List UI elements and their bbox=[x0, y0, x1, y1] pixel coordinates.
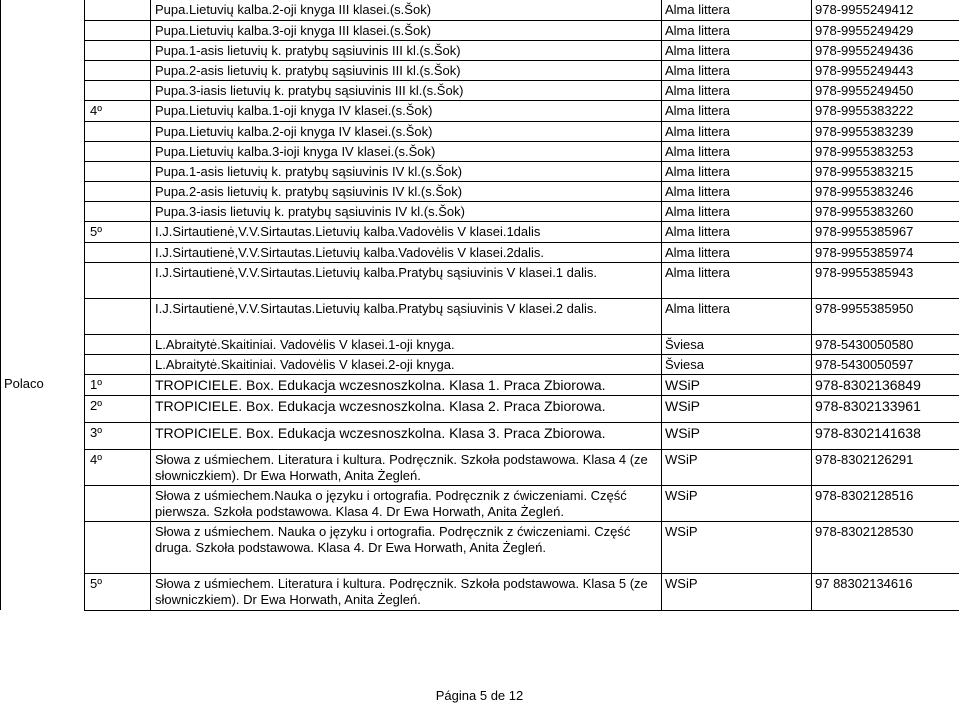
publisher-cell: Šviesa bbox=[662, 334, 812, 354]
title-cell: Słowa z uśmiechem. Literatura i kultura. Podręcznik. Szkoła podstawowa. Klasa 4 (ze słowniczkiem). Dr Ewa Horwath, Anita Żegleń. bbox=[151, 449, 662, 485]
table-row bbox=[1, 449, 959, 485]
page-number: Página 5 de 12 bbox=[435, 688, 524, 703]
grade-cell: 4º bbox=[85, 100, 151, 121]
language-cell bbox=[1, 449, 85, 485]
title-cell: L.Abraitytė.Skaitiniai. Vadovėlis V klasei.2-oji knyga. bbox=[151, 354, 662, 374]
table-row bbox=[1, 161, 959, 181]
table-row bbox=[1, 60, 959, 80]
title-cell: Słowa z uśmiechem. Literatura i kultura. Podręcznik. Szkoła podstawowa. Klasa 5 (ze słowniczkiem). Dr Ewa Horwath, Anita Żegleń. bbox=[151, 573, 662, 610]
title-cell: Pupa.Lietuvių kalba.3-ioji knyga IV klasei.(s.Šok) bbox=[151, 141, 662, 161]
grade-cell bbox=[85, 485, 151, 521]
language-cell bbox=[1, 100, 85, 121]
isbn-cell: 978-8302133961 bbox=[812, 395, 959, 422]
isbn-cell: 978-9955385943 bbox=[812, 262, 959, 298]
language-cell bbox=[1, 485, 85, 521]
language-cell bbox=[1, 354, 85, 374]
language-cell bbox=[1, 80, 85, 100]
grade-cell bbox=[85, 161, 151, 181]
grade-cell bbox=[85, 298, 151, 334]
table-row bbox=[1, 100, 959, 121]
grade-cell bbox=[85, 242, 151, 262]
title-cell: Słowa z uśmiechem.Nauka o języku i ortografia. Podręcznik z ćwiczeniami. Część pierwsza. Szkoła podstawowa. Klasa 4. Dr Ewa Horwath, Anita Żegleń. bbox=[151, 485, 662, 521]
table-row bbox=[1, 262, 959, 298]
grade-cell bbox=[85, 60, 151, 80]
table-row bbox=[1, 242, 959, 262]
isbn-cell: 978-9955385950 bbox=[812, 298, 959, 334]
publisher-cell: WSiP bbox=[662, 395, 812, 422]
table-row bbox=[1, 395, 959, 422]
publisher-cell: Alma littera bbox=[662, 60, 812, 80]
table-row bbox=[1, 20, 959, 40]
grade-cell bbox=[85, 181, 151, 201]
grade-cell bbox=[85, 20, 151, 40]
isbn-cell: 978-9955385967 bbox=[812, 221, 959, 242]
table-row bbox=[1, 334, 959, 354]
language-cell bbox=[1, 573, 85, 610]
language-cell bbox=[1, 141, 85, 161]
title-cell: I.J.Sirtautienė,V.V.Sirtautas.Lietuvių kalba.Vadovėlis V klasei.2dalis. bbox=[151, 242, 662, 262]
title-cell: Pupa.2-asis lietuvių k. pratybų sąsiuvinis III kl.(s.Šok) bbox=[151, 60, 662, 80]
isbn-cell: 978-9955385974 bbox=[812, 242, 959, 262]
title-cell: I.J.Sirtautienė,V.V.Sirtautas.Lietuvių kalba.Pratybų sąsiuvinis V klasei.1 dalis. bbox=[151, 262, 662, 298]
publisher-cell: WSiP bbox=[662, 573, 812, 610]
publisher-cell: WSiP bbox=[662, 449, 812, 485]
table-row bbox=[1, 80, 959, 100]
publisher-cell: WSiP bbox=[662, 422, 812, 449]
language-cell bbox=[1, 395, 85, 422]
language-cell bbox=[1, 422, 85, 449]
title-cell: Pupa.3-iasis lietuvių k. pratybų sąsiuvinis IV kl.(s.Šok) bbox=[151, 201, 662, 221]
isbn-cell: 978-9955383246 bbox=[812, 181, 959, 201]
isbn-cell: 978-9955383253 bbox=[812, 141, 959, 161]
publisher-cell: Alma littera bbox=[662, 221, 812, 242]
title-cell: Pupa.Lietuvių kalba.1-oji knyga IV klasei.(s.Šok) bbox=[151, 100, 662, 121]
publisher-cell: Alma littera bbox=[662, 100, 812, 121]
grade-cell bbox=[85, 80, 151, 100]
title-cell: Pupa.Lietuvių kalba.2-oji knyga III klasei.(s.Šok) bbox=[151, 0, 662, 20]
table-row bbox=[1, 573, 959, 610]
book-list-body bbox=[1, 0, 959, 610]
title-cell: TROPICIELE. Box. Edukacja wczesnoszkolna. Klasa 2. Praca Zbiorowa. bbox=[151, 395, 662, 422]
isbn-cell: 978-9955249443 bbox=[812, 60, 959, 80]
language-cell bbox=[1, 221, 85, 242]
language-cell bbox=[1, 201, 85, 221]
isbn-cell: 978-5430050580 bbox=[812, 334, 959, 354]
language-cell bbox=[1, 181, 85, 201]
grade-cell bbox=[85, 334, 151, 354]
grade-cell bbox=[85, 354, 151, 374]
grade-cell bbox=[85, 262, 151, 298]
table-row bbox=[1, 141, 959, 161]
publisher-cell: Alma littera bbox=[662, 161, 812, 181]
language-cell: Polaco bbox=[1, 374, 85, 395]
isbn-cell: 978-8302136849 bbox=[812, 374, 959, 395]
table-row bbox=[1, 40, 959, 60]
language-cell bbox=[1, 20, 85, 40]
isbn-cell: 978-9955383260 bbox=[812, 201, 959, 221]
title-cell: TROPICIELE. Box. Edukacja wczesnoszkolna. Klasa 3. Praca Zbiorowa. bbox=[151, 422, 662, 449]
table-row bbox=[1, 201, 959, 221]
title-cell: Pupa.1-asis lietuvių k. pratybų sąsiuvinis III kl.(s.Šok) bbox=[151, 40, 662, 60]
title-cell: Słowa z uśmiechem. Nauka o języku i ortografia. Podręcznik z ćwiczeniami. Część druga. Szkoła podstawowa. Klasa 4. Dr Ewa Horwath, Anita Żegleń. bbox=[151, 521, 662, 573]
grade-cell bbox=[85, 121, 151, 141]
publisher-cell: Alma littera bbox=[662, 40, 812, 60]
publisher-cell: Alma littera bbox=[662, 0, 812, 20]
title-cell: Pupa.2-asis lietuvių k. pratybų sąsiuvinis IV kl.(s.Šok) bbox=[151, 181, 662, 201]
grade-cell bbox=[85, 40, 151, 60]
language-cell bbox=[1, 298, 85, 334]
title-cell: TROPICIELE. Box. Edukacja wczesnoszkolna. Klasa 1. Praca Zbiorowa. bbox=[151, 374, 662, 395]
table-row bbox=[1, 221, 959, 242]
language-cell bbox=[1, 121, 85, 141]
isbn-cell: 978-9955249436 bbox=[812, 40, 959, 60]
isbn-cell: 97 88302134616 bbox=[812, 573, 959, 610]
table-row bbox=[1, 121, 959, 141]
publisher-cell: WSiP bbox=[662, 374, 812, 395]
isbn-cell: 978-9955249450 bbox=[812, 80, 959, 100]
table-row bbox=[1, 521, 959, 573]
grade-cell: 3º bbox=[85, 422, 151, 449]
isbn-cell: 978-9955383239 bbox=[812, 121, 959, 141]
grade-cell bbox=[85, 521, 151, 573]
grade-cell: 2º bbox=[85, 395, 151, 422]
language-cell bbox=[1, 262, 85, 298]
isbn-cell: 978-9955383222 bbox=[812, 100, 959, 121]
publisher-cell: Alma littera bbox=[662, 242, 812, 262]
grade-cell bbox=[85, 141, 151, 161]
publisher-cell: Alma littera bbox=[662, 262, 812, 298]
isbn-cell: 978-8302128516 bbox=[812, 485, 959, 521]
publisher-cell: WSiP bbox=[662, 521, 812, 573]
grade-cell bbox=[85, 0, 151, 20]
language-cell bbox=[1, 242, 85, 262]
table-row bbox=[1, 298, 959, 334]
publisher-cell: Alma littera bbox=[662, 141, 812, 161]
publisher-cell: Alma littera bbox=[662, 181, 812, 201]
language-cell bbox=[1, 334, 85, 354]
isbn-cell: 978-8302128530 bbox=[812, 521, 959, 573]
table-row bbox=[1, 354, 959, 374]
title-cell: Pupa.Lietuvių kalba.3-oji knyga III klasei.(s.Šok) bbox=[151, 20, 662, 40]
title-cell: L.Abraitytė.Skaitiniai. Vadovėlis V klasei.1-oji knyga. bbox=[151, 334, 662, 354]
isbn-cell: 978-9955249412 bbox=[812, 0, 959, 20]
grade-cell: 5º bbox=[85, 573, 151, 610]
table-row bbox=[1, 0, 959, 20]
table-row bbox=[1, 374, 959, 395]
grade-cell: 1º bbox=[85, 374, 151, 395]
isbn-cell: 978-9955383215 bbox=[812, 161, 959, 181]
language-cell bbox=[1, 60, 85, 80]
publisher-cell: Alma littera bbox=[662, 20, 812, 40]
table-row bbox=[1, 485, 959, 521]
publisher-cell: WSiP bbox=[662, 485, 812, 521]
language-cell bbox=[1, 0, 85, 20]
title-cell: Pupa.3-iasis lietuvių k. pratybų sąsiuvinis III kl.(s.Šok) bbox=[151, 80, 662, 100]
language-cell bbox=[1, 40, 85, 60]
grade-cell: 5º bbox=[85, 221, 151, 242]
language-cell bbox=[1, 161, 85, 181]
title-cell: I.J.Sirtautienė,V.V.Sirtautas.Lietuvių kalba.Pratybų sąsiuvinis V klasei.2 dalis. bbox=[151, 298, 662, 334]
title-cell: Pupa.1-asis lietuvių k. pratybų sąsiuvinis IV kl.(s.Šok) bbox=[151, 161, 662, 181]
title-cell: Pupa.Lietuvių kalba.2-oji knyga IV klasei.(s.Šok) bbox=[151, 121, 662, 141]
title-cell: I.J.Sirtautienė,V.V.Sirtautas.Lietuvių kalba.Vadovėlis V klasei.1dalis bbox=[151, 221, 662, 242]
publisher-cell: Alma littera bbox=[662, 298, 812, 334]
isbn-cell: 978-8302126291 bbox=[812, 449, 959, 485]
grade-cell bbox=[85, 201, 151, 221]
grade-cell: 4º bbox=[85, 449, 151, 485]
table-row bbox=[1, 181, 959, 201]
publisher-cell: Alma littera bbox=[662, 201, 812, 221]
language-cell bbox=[1, 521, 85, 573]
isbn-cell: 978-8302141638 bbox=[812, 422, 959, 449]
table-row bbox=[1, 422, 959, 449]
isbn-cell: 978-9955249429 bbox=[812, 20, 959, 40]
publisher-cell: Alma littera bbox=[662, 121, 812, 141]
publisher-cell: Alma littera bbox=[662, 80, 812, 100]
publisher-cell: Šviesa bbox=[662, 354, 812, 374]
isbn-cell: 978-5430050597 bbox=[812, 354, 959, 374]
